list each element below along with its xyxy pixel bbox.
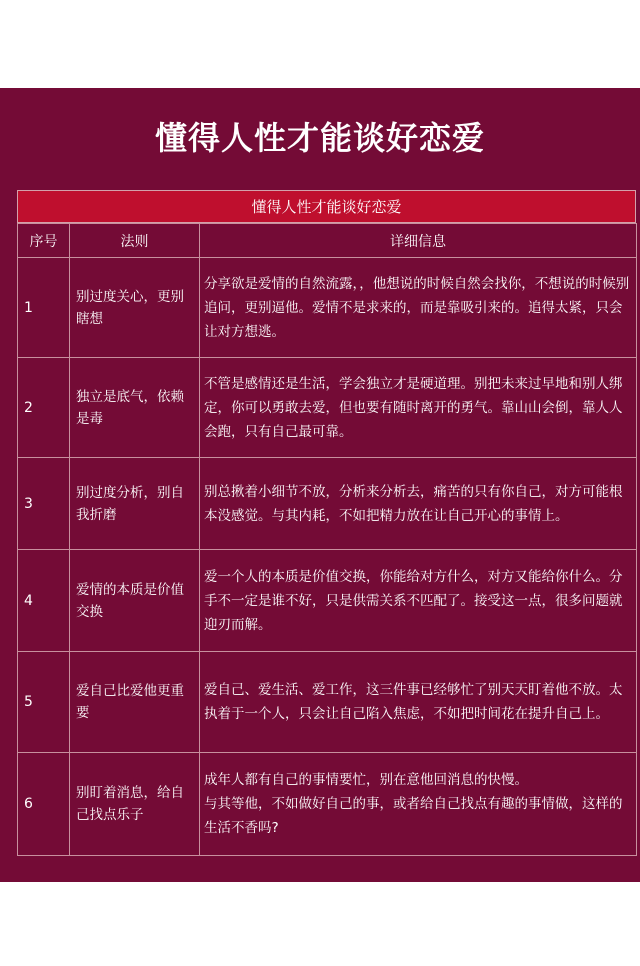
row-rule: 别过度关心，更别瞎想	[70, 258, 200, 358]
row-rule: 别过度分析，别自我折磨	[70, 458, 200, 550]
detail-text: 成年人都有自己的事情要忙，别在意他回消息的快慢。	[204, 772, 528, 788]
header-no: 序号	[18, 224, 70, 258]
table-row	[18, 652, 637, 753]
row-detail	[200, 458, 637, 550]
detail-text: 爱一个人的本质是价值交换，你能给对方什么，对方又能给你什么。分手不一定是谁不好，只是供需关系不匹配了。接受这一点，很多问题就迎刃而解。	[204, 568, 623, 633]
page-title: 懂得人性才能谈好恋爱	[154, 119, 485, 157]
detail-text: 分享欲是爱情的自然流露，，他想说的时候自然会找你，不想说的时候别追问，更别逼他。爱情不是求来的，而是靠吸引来的。追得太紧，只会让对方想逃。	[204, 275, 630, 340]
table-row	[18, 458, 637, 550]
row-detail	[200, 550, 637, 652]
row-rule: 爱自己比爱他更重要	[70, 652, 200, 753]
rules-table	[17, 190, 636, 855]
detail-text: 不管是感情还是生活，学会独立才是硬道理。别把未来过早地和别人绑定，你可以勇敢去爱，但也要有随时离开的勇气。靠山山会倒，靠人人会跑，只有自己最可靠。	[204, 375, 623, 440]
table-row	[18, 258, 637, 358]
detail-text: 爱自己、爱生活、爱工作，这三件事已经够忙了别天天盯着他不放。太执着于一个人，只会让自己陷入焦虑，不如把时间花在提升自己上。	[204, 682, 623, 722]
detail-text: 与其等他，不如做好自己的事，或者给自己找点有趣的事情做，这样的生活不香吗?	[204, 796, 623, 836]
row-no: 4	[18, 550, 70, 652]
header-rule: 法则	[70, 224, 200, 258]
row-no: 2	[18, 358, 70, 458]
row-no: 6	[18, 753, 70, 856]
row-detail	[200, 358, 637, 458]
header-detail: 详细信息	[200, 224, 637, 258]
row-no: 3	[18, 458, 70, 550]
table-row	[18, 550, 637, 652]
table-header-row	[18, 224, 637, 258]
table-caption: 懂得人性才能谈好恋爱	[17, 190, 636, 223]
row-no: 5	[18, 652, 70, 753]
table-row	[18, 358, 637, 458]
table-grid	[17, 223, 637, 856]
row-detail	[200, 753, 637, 856]
row-rule: 独立是底气，依赖是毒	[70, 358, 200, 458]
row-rule: 别盯着消息，给自己找点乐子	[70, 753, 200, 856]
row-no: 1	[18, 258, 70, 358]
row-rule: 爱情的本质是价值交换	[70, 550, 200, 652]
row-detail	[200, 652, 637, 753]
row-detail	[200, 258, 637, 358]
detail-text: 别总揪着小细节不放，分析来分析去，痛苦的只有你自己，对方可能根本没感觉。与其内耗，不如把精力放在让自己开心的事情上。	[204, 483, 623, 524]
table-row	[18, 753, 637, 856]
